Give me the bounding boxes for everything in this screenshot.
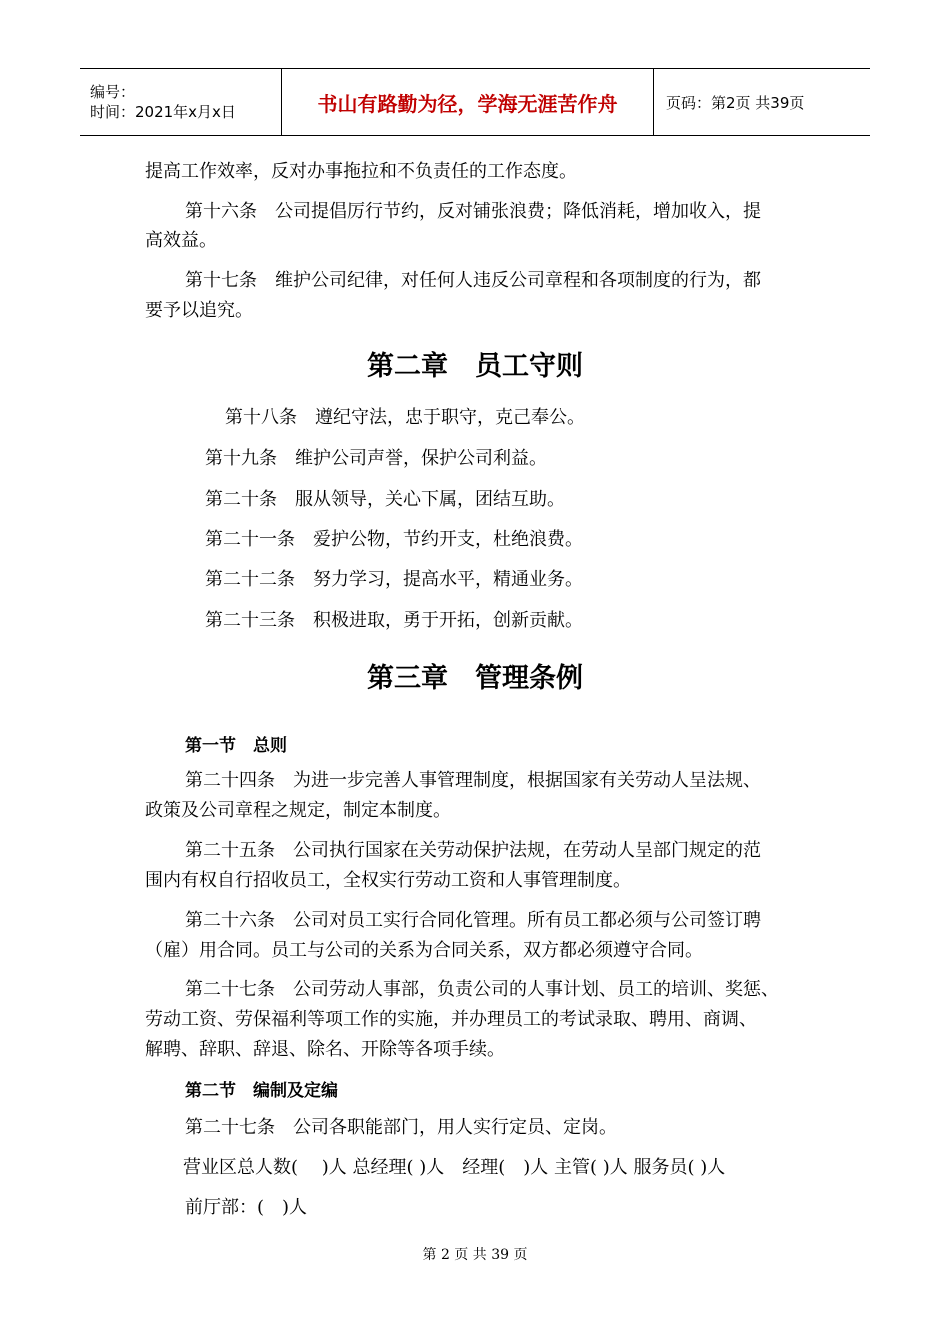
article-17-line2: 要予以追究。 xyxy=(145,300,253,321)
article-23: 第二十三条 积极进取，勇于开拓，创新贡献。 xyxy=(205,610,583,631)
section-1-heading: 第一节 总则 xyxy=(185,736,287,756)
article-24-line2: 政策及公司章程之规定，制定本制度。 xyxy=(145,800,451,821)
header-page-info: 页码：第2页 共39页 xyxy=(666,93,805,112)
article-26-line2: （雇）用合同。员工与公司的关系为合同关系，双方都必须遵守合同。 xyxy=(145,940,703,961)
front-desk-line: 前厅部：( )人 xyxy=(185,1197,308,1218)
page-footer: 第 2 页 共 39 页 xyxy=(422,1247,528,1263)
chapter-2-heading: 第二章 员工守则 xyxy=(367,351,583,382)
time-label: 时间：2021年x月x日 xyxy=(90,103,236,121)
article-25-line1: 第二十五条 公司执行国家在关劳动保护法规，在劳动人呈部门规定的范 xyxy=(185,840,761,861)
article-27b: 第二十七条 公司各职能部门，用人实行定员、定岗。 xyxy=(185,1117,617,1138)
staff-count-line: 营业区总人数( )人 总经理( )人 经理( )人 主管( )人 服务员( )人 xyxy=(183,1157,726,1178)
number-label: 编号： xyxy=(90,83,136,101)
article-20: 第二十条 服从领导，关心下属，团结互助。 xyxy=(205,489,565,510)
article-26-line1: 第二十六条 公司对员工实行合同化管理。所有员工都必须与公司签订聘 xyxy=(185,910,761,931)
article-19: 第十九条 维护公司声誉，保护公司利益。 xyxy=(205,448,547,469)
chapter-3-heading: 第三章 管理条例 xyxy=(367,663,583,694)
paragraph: 提高工作效率，反对办事拖拉和不负责任的工作态度。 xyxy=(145,161,577,182)
article-27-line3: 解聘、辞职、辞退、除名、开除等各项手续。 xyxy=(145,1039,505,1060)
header-meta xyxy=(80,69,282,135)
article-18: 第十八条 遵纪守法，忠于职守，克己奉公。 xyxy=(225,407,585,428)
page-header xyxy=(80,68,870,136)
section-2-heading: 第二节 编制及定编 xyxy=(185,1081,338,1101)
article-25-line2: 围内有权自行招收员工，全权实行劳动工资和人事管理制度。 xyxy=(145,870,631,891)
article-27-line1: 第二十七条 公司劳动人事部，负责公司的人事计划、员工的培训、奖惩、 xyxy=(185,979,779,1000)
article-16-line1: 第十六条 公司提倡厉行节约，反对铺张浪费；降低消耗，增加收入，提 xyxy=(185,201,761,222)
article-22: 第二十二条 努力学习，提高水平，精通业务。 xyxy=(205,569,583,590)
article-24-line1: 第二十四条 为进一步完善人事管理制度，根据国家有关劳动人呈法规、 xyxy=(185,770,761,791)
article-17-line1: 第十七条 维护公司纪律，对任何人违反公司章程和各项制度的行为，都 xyxy=(185,270,761,291)
header-motto: 书山有路勤为径，学海无涯苦作舟 xyxy=(282,69,654,135)
article-21: 第二十一条 爱护公物，节约开支，杜绝浪费。 xyxy=(205,529,583,550)
article-27-line2: 劳动工资、劳保福利等项工作的实施，并办理员工的考试录取、聘用、商调、 xyxy=(145,1009,757,1030)
article-16-line2: 高效益。 xyxy=(145,230,217,251)
